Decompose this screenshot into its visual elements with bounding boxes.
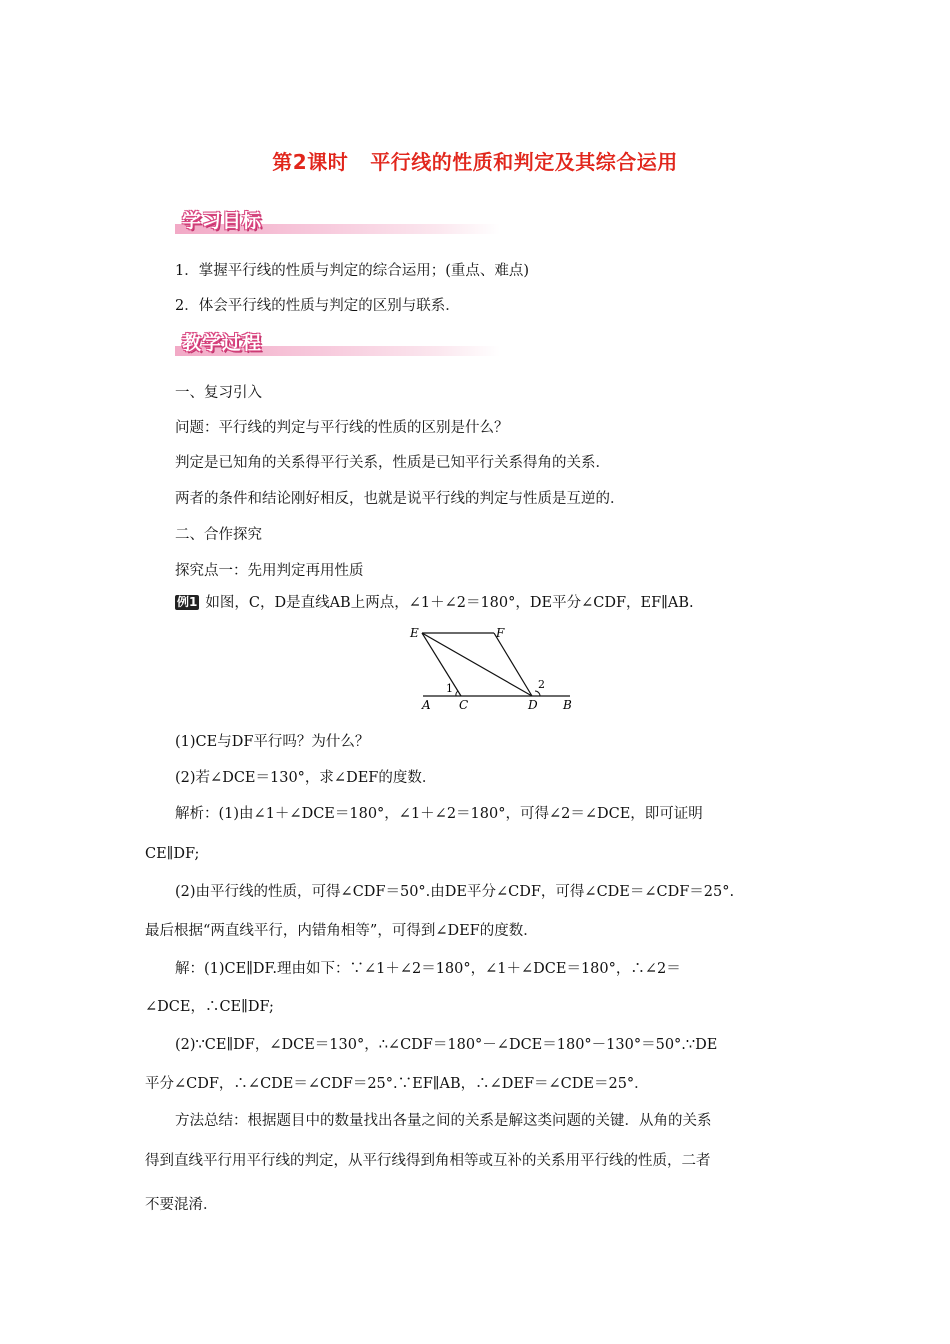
review-heading: 一、复习引入 [175, 385, 262, 401]
lesson-title: 平行线的性质和判定及其综合运用 [370, 150, 678, 174]
label-2: 2 [538, 678, 545, 691]
analysis-line-1: 解析：(1)由∠1＋∠DCE＝180°，∠1＋∠2＝180°，可得∠2＝∠DCE，即可证明 [175, 806, 703, 822]
example-statement [175, 593, 694, 613]
section-banner-process [175, 328, 500, 358]
label-C: C [459, 698, 469, 712]
review-line-1: 问题：平行线的判定与平行线的性质的区别是什么？ [175, 420, 509, 436]
question-2: (2)若∠DCE＝130°，求∠DEF的度数． [175, 770, 437, 786]
example-text: 如图，C，D是直线AB上两点，∠1＋∠2＝180°，DE平分∠CDF，EF∥AB. [205, 595, 694, 611]
label-E: E [410, 626, 419, 640]
solution-line-2: ∠DCE，∴CE∥DF; [145, 999, 274, 1015]
geometry-figure [405, 622, 585, 714]
section-banner-goals [175, 206, 500, 236]
goal-2: 2．体会平行线的性质与判定的区别与联系． [175, 298, 460, 314]
lesson-number: 第2课时 [272, 150, 349, 174]
summary-line-2: 得到直线平行用平行线的判定，从平行线得到角相等或互补的关系用平行线的性质，二者 [145, 1153, 711, 1169]
solution-line-1: 解：(1)CE∥DF.理由如下：∵∠1＋∠2＝180°，∠1＋∠DCE＝180°，∴∠2＝ [175, 961, 681, 977]
banner-label: 教学过程 [182, 332, 263, 354]
solution-line-3: (2)∵CE∥DF，∠DCE＝130°，∴∠CDF＝180°－∠DCE＝180°－130°＝50°.∵DE [175, 1037, 718, 1053]
summary-line-1: 方法总结：根据题目中的数量找出各量之间的关系是解这类问题的关键．从角的关系 [175, 1113, 712, 1129]
label-A: A [422, 698, 431, 712]
banner-label: 学习目标 [182, 210, 263, 232]
label-F: F [496, 626, 505, 640]
label-1: 1 [446, 682, 453, 695]
label-D: D [528, 698, 538, 712]
page-title [0, 146, 950, 175]
example-tag: 例1 [177, 595, 198, 609]
question-1: (1)CE与DF平行吗？为什么？ [175, 734, 370, 750]
analysis-line-4: 最后根据“两直线平行，内错角相等”，可得到∠DEF的度数． [145, 923, 538, 939]
explore-point: 探究点一：先用判定再用性质 [175, 563, 364, 579]
analysis-line-2: CE∥DF; [145, 846, 200, 862]
goal-1: 1．掌握平行线的性质与判定的综合运用；(重点、难点) [175, 263, 530, 279]
explore-heading: 二、合作探究 [175, 527, 262, 543]
solution-line-4: 平分∠CDF，∴∠CDE＝∠CDF＝25°.∵EF∥AB，∴∠DEF＝∠CDE＝25°． [145, 1076, 649, 1092]
review-line-3: 两者的条件和结论刚好相反，也就是说平行线的判定与性质是互逆的． [175, 491, 625, 507]
analysis-line-3: (2)由平行线的性质，可得∠CDF＝50°.由DE平分∠CDF，可得∠CDE＝∠CDF＝25°. [175, 884, 735, 900]
summary-line-3: 不要混淆． [145, 1197, 218, 1213]
label-B: B [563, 698, 572, 712]
review-line-2: 判定是已知角的关系得平行关系，性质是已知平行关系得角的关系． [175, 455, 610, 471]
